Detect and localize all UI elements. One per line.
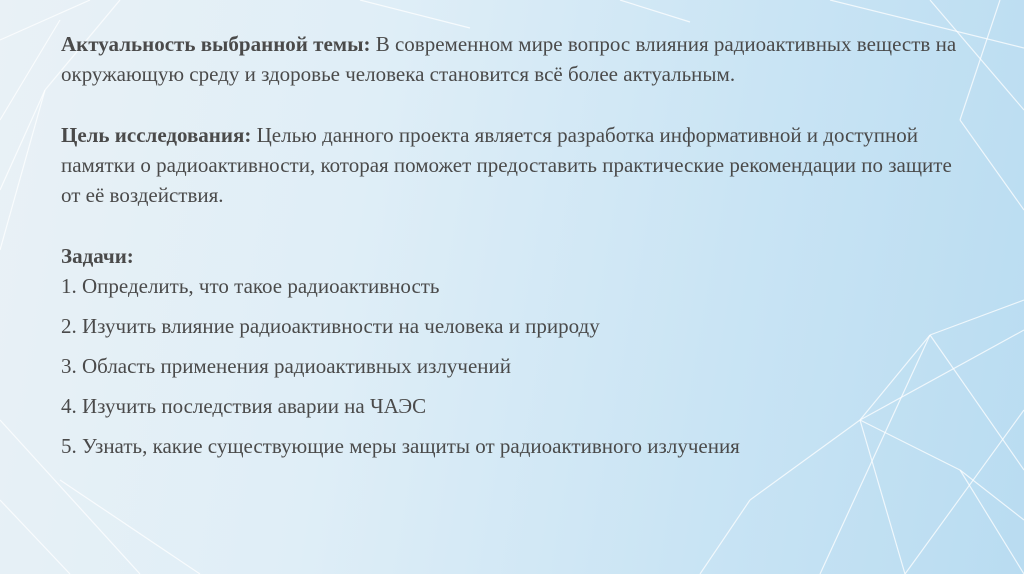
spacer [61,210,961,241]
task-item: 4. Изучить последствия аварии на ЧАЭС [61,394,427,418]
goal-paragraph [61,120,961,210]
spacer [61,89,961,120]
task-item: 2. Изучить влияние радиоактивности на человека и природу [61,314,600,338]
tasks-title: Задачи: [61,244,134,268]
goal-label: Цель исследования: [61,123,252,147]
task-item: 1. Определить, что такое радиоактивность [61,274,440,298]
relevance-label: Актуальность выбранной темы: [61,32,371,56]
relevance-paragraph [61,29,961,89]
slide-content [61,29,961,471]
goal-text: Целью данного проекта является разработка информативной и доступной памятки о радиоактивности, которая поможет предоставить практические рекомендации по защите от её воздействия. [61,123,952,207]
task-item: 3. Область применения радиоактивных излучений [61,354,512,378]
task-item: 5. Узнать, какие существующие меры защиты от радиоактивного излучения [61,434,740,458]
relevance-text: В современном мире вопрос влияния радиоактивных веществ на окружающую среду и здоровье человека становится всё более актуальным. [61,32,957,86]
